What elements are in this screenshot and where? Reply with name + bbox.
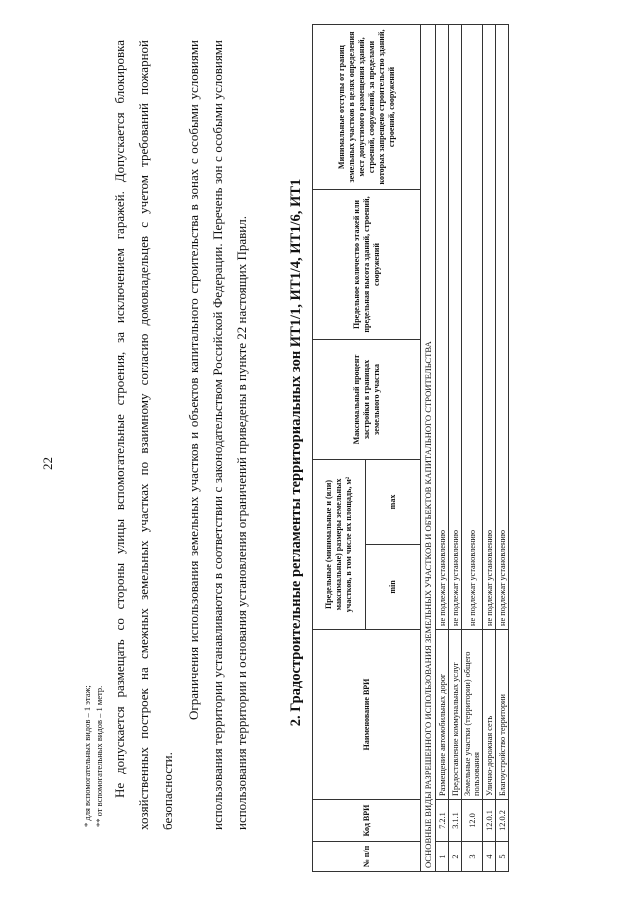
row-code: 12.0.2: [496, 800, 509, 842]
row-name: Размещение автомобильных дорог: [436, 630, 449, 800]
row-number: 3: [462, 842, 483, 872]
table-row: [436, 25, 449, 872]
row-value: не подлежат установлению: [496, 25, 509, 630]
page-number: 22: [40, 457, 55, 470]
row-name: Улично-дорожная сеть: [483, 630, 496, 800]
table-row: [496, 25, 509, 872]
header-number: № п/п: [313, 842, 421, 872]
header-build-percent: Максимальный процент застройки в границах земельного участка: [313, 340, 421, 460]
row-number: 5: [496, 842, 509, 872]
row-code: 3.1.1: [449, 800, 462, 842]
footnote-2: ** от вспомогательных видов – 1 метр.: [94, 685, 104, 827]
header-min: min: [366, 545, 421, 630]
row-value: не подлежат установлению: [449, 25, 462, 630]
row-name: Земельные участки (территории) общего пользования: [462, 630, 483, 800]
header-name: Наименование ВРИ: [313, 630, 421, 800]
regulations-table: [312, 24, 509, 872]
table-row: [462, 25, 483, 872]
footnote-1: * для вспомогательных видов – 1 этаж;: [82, 685, 92, 827]
paragraph-1: Не допускается размещать со стороны улицы вспомогательные строения, за исключением гаражей. Допускается блокировка хозяйственных построек на смежных земельных участках по взаимному согласию домовладельцев с учетом требований пожарной безопасности.: [112, 40, 175, 830]
row-name: Благоустройство территории: [496, 630, 509, 800]
header-max: max: [366, 460, 421, 545]
section-heading: 2. Градостроительные регламенты территориальных зон ИТ1/1, ИТ1/4, ИТ1/6, ИТ1: [288, 178, 304, 727]
row-number: 1: [436, 842, 449, 872]
row-code: 7.2.1: [436, 800, 449, 842]
row-value: не подлежат установлению: [436, 25, 449, 630]
header-floors: Предельное количество этажей или предельная высота зданий, строений, сооружений: [313, 190, 421, 340]
table-row: [449, 25, 462, 872]
header-setback: Минимальные отступы от границ земельных участков в целях определения мест допустимого размещения зданий, строений, сооружений, за пределами которых запрещено строительство зданий, строений, сооружений: [313, 25, 421, 190]
section-row: ОСНОВНЫЕ ВИДЫ РАЗРЕШЕННОГО ИСПОЛЬЗОВАНИЯ ЗЕМЕЛЬНЫХ УЧАСТКОВ И ОБЪЕКТОВ КАПИТАЛЬНОГО СТРОИТЕЛЬСТВА: [421, 25, 436, 872]
row-value: не подлежат установлению: [462, 25, 483, 630]
header-plot-size: Предельные (минимальные и (или) максимальные) размеры земельных участков, в том числе их площадь, м²: [313, 460, 366, 630]
row-code: 12.0.1: [483, 800, 496, 842]
row-number: 2: [449, 842, 462, 872]
row-code: 12.0: [462, 800, 483, 842]
row-name: Предоставление коммунальных услуг: [449, 630, 462, 800]
paragraph-2: Ограничения использования земельных участков и объектов капитального строительства в зонах с особыми условиями использования территории устанавливаются в соответствии с законодательством Российской Федерации. Перечень зон с особыми условиями использования территории и основания установления ограничений приведены в пункте 22 настоящих Правил.: [186, 40, 249, 830]
header-code: Код ВРИ: [313, 800, 421, 842]
row-number: 4: [483, 842, 496, 872]
table-row: [483, 25, 496, 872]
row-value: не подлежат установлению: [483, 25, 496, 630]
